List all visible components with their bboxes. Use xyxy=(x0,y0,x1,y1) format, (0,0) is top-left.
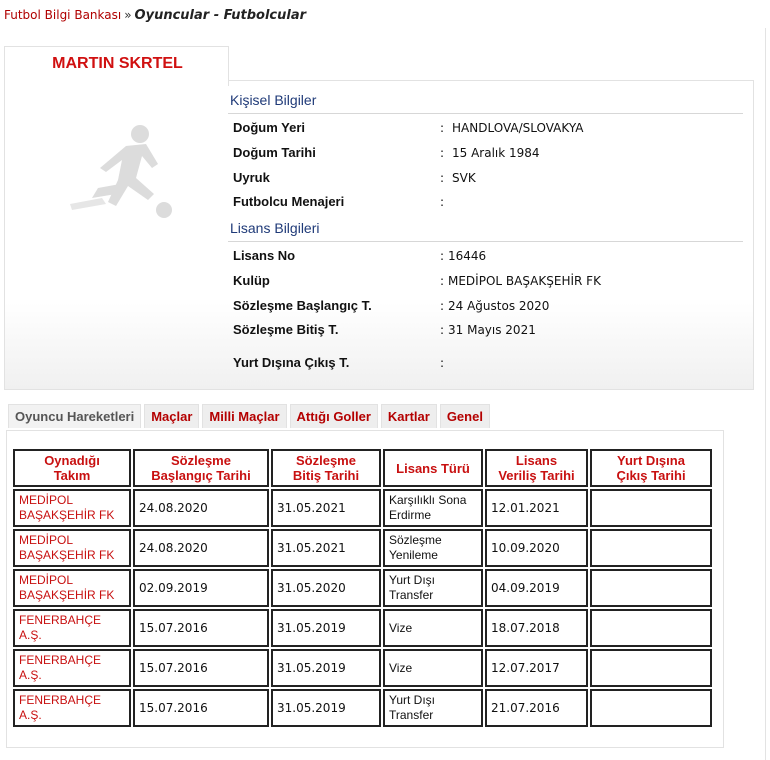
contract-end-cell: 31.05.2021 xyxy=(271,529,381,567)
tab-matches[interactable]: Maçlar xyxy=(144,404,199,428)
breadcrumb-separator: » xyxy=(124,8,132,22)
license-issued-cell: 12.01.2021 xyxy=(485,489,588,527)
col-team: Oynadığı Takım xyxy=(13,449,131,487)
player-tabs xyxy=(8,404,490,430)
table-row xyxy=(13,569,712,607)
license-type-cell: Vize xyxy=(383,609,483,647)
tab-national-matches[interactable]: Milli Maçlar xyxy=(202,404,286,428)
table-header-row xyxy=(13,449,712,487)
contract-start-value: 24 Ağustos 2020 xyxy=(448,299,550,313)
contract-end-cell: 31.05.2019 xyxy=(271,689,381,727)
abroad-exit-cell xyxy=(590,489,712,527)
contract-end-cell: 31.05.2021 xyxy=(271,489,381,527)
club-label: Kulüp xyxy=(233,273,270,288)
license-type-cell: Yurt Dışı Transfer xyxy=(383,569,483,607)
abroad-exit-cell xyxy=(590,569,712,607)
table-row xyxy=(13,649,712,687)
team-cell[interactable]: FENERBAHÇE A.Ş. xyxy=(13,649,131,687)
abroad-exit-cell xyxy=(590,609,712,647)
personal-info-title: Kişisel Bilgiler xyxy=(230,92,317,108)
contract-start-cell: 24.08.2020 xyxy=(133,489,269,527)
table-row xyxy=(13,529,712,567)
team-cell[interactable]: MEDİPOL BAŞAKŞEHİR FK xyxy=(13,489,131,527)
table-row xyxy=(13,489,712,527)
player-name: MARTIN SKRTEL xyxy=(52,55,183,72)
tab-player-moves[interactable]: Oyuncu Hareketleri xyxy=(8,404,141,428)
abroad-exit-cell xyxy=(590,529,712,567)
birthplace-label: Doğum Yeri xyxy=(233,120,306,135)
col-contract-end: Sözleşme Bitiş Tarihi xyxy=(271,449,381,487)
col-abroad-exit: Yurt Dışına Çıkış Tarihi xyxy=(590,449,712,487)
player-moves-table xyxy=(11,447,714,729)
table-row xyxy=(13,609,712,647)
tab-general[interactable]: Genel xyxy=(440,404,490,428)
divider xyxy=(228,113,743,114)
license-no-label: Lisans No xyxy=(233,248,296,263)
col-license-type: Lisans Türü xyxy=(383,449,483,487)
birthplace-value: HANDLOVA/SLOVAKYA xyxy=(452,121,584,135)
club-value: MEDİPOL BAŞAKŞEHİR FK xyxy=(448,274,601,288)
abroad-exit-cell xyxy=(590,689,712,727)
contract-start-cell: 15.07.2016 xyxy=(133,689,269,727)
breadcrumb-current: Oyuncular - Futbolcular xyxy=(134,8,307,23)
license-issued-cell: 10.09.2020 xyxy=(485,529,588,567)
contract-start-cell: 15.07.2016 xyxy=(133,609,269,647)
license-info-title: Lisans Bilgileri xyxy=(230,220,320,236)
breadcrumb-home-link[interactable]: Futbol Bilgi Bankası xyxy=(4,8,122,22)
contract-end-cell: 31.05.2020 xyxy=(271,569,381,607)
birthdate-label: Doğum Tarihi xyxy=(233,145,316,160)
contract-start-label: Sözleşme Başlangıç T. xyxy=(233,298,372,313)
abroad-exit-label: Yurt Dışına Çıkış T. xyxy=(233,355,350,370)
table-row xyxy=(13,689,712,727)
col-license-issued: Lisans Veriliş Tarihi xyxy=(485,449,588,487)
license-no-value: 16446 xyxy=(448,249,487,263)
col-contract-start: Sözleşme Başlangıç Tarihi xyxy=(133,449,269,487)
breadcrumb xyxy=(4,8,306,23)
license-type-cell: Yurt Dışı Transfer xyxy=(383,689,483,727)
player-moves-panel xyxy=(6,430,724,748)
contract-start-cell: 24.08.2020 xyxy=(133,529,269,567)
license-issued-cell: 12.07.2017 xyxy=(485,649,588,687)
tab-goals[interactable]: Attığı Goller xyxy=(290,404,378,428)
license-type-cell: Karşılıklı Sona Erdirme xyxy=(383,489,483,527)
nationality-value: SVK xyxy=(452,171,476,185)
contract-start-cell: 02.09.2019 xyxy=(133,569,269,607)
agent-label: Futbolcu Menajeri xyxy=(233,194,345,209)
license-issued-cell: 04.09.2019 xyxy=(485,569,588,607)
birthdate-value: 15 Aralık 1984 xyxy=(452,146,540,160)
divider xyxy=(228,241,743,242)
abroad-exit-cell xyxy=(590,649,712,687)
license-issued-cell: 21.07.2016 xyxy=(485,689,588,727)
team-cell[interactable]: MEDİPOL BAŞAKŞEHİR FK xyxy=(13,569,131,607)
contract-end-value: 31 Mayıs 2021 xyxy=(448,323,536,337)
tab-cards[interactable]: Kartlar xyxy=(381,404,437,428)
team-cell[interactable]: MEDİPOL BAŞAKŞEHİR FK xyxy=(13,529,131,567)
license-issued-cell: 18.07.2018 xyxy=(485,609,588,647)
team-cell[interactable]: FENERBAHÇE A.Ş. xyxy=(13,609,131,647)
license-type-cell: Vize xyxy=(383,649,483,687)
license-type-cell: Sözleşme Yenileme xyxy=(383,529,483,567)
nationality-label: Uyruk xyxy=(233,170,270,185)
contract-end-cell: 31.05.2019 xyxy=(271,609,381,647)
page-divider xyxy=(765,28,766,760)
contract-start-cell: 15.07.2016 xyxy=(133,649,269,687)
contract-end-label: Sözleşme Bitiş T. xyxy=(233,322,339,337)
player-silhouette-icon xyxy=(62,124,178,224)
contract-end-cell: 31.05.2019 xyxy=(271,649,381,687)
team-cell[interactable]: FENERBAHÇE A.Ş. xyxy=(13,689,131,727)
